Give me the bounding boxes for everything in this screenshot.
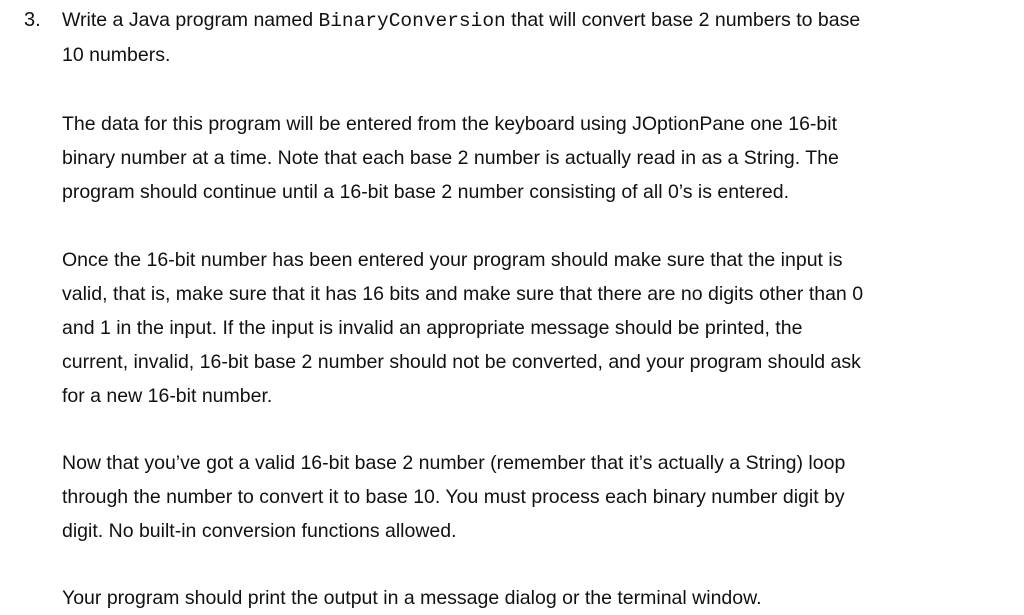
paragraph-line: The data for this program will be entered from the keyboard using JOptionPane one 16-bit xyxy=(62,113,838,135)
paragraph-line: Your program should print the output in a message dialog or the terminal window. xyxy=(62,587,762,609)
question-number: 3. xyxy=(24,9,41,31)
paragraph-line: digit. No built-in conversion functions allowed. xyxy=(62,520,457,542)
output-paragraph xyxy=(62,581,762,615)
intro-text-before: Write a Java program named xyxy=(62,9,319,31)
input-paragraph xyxy=(62,107,839,209)
paragraph-line: for a new 16-bit number. xyxy=(62,385,273,407)
paragraph-line: valid, that is, make sure that it has 16 bits and make sure that there are no digits other than 0 xyxy=(62,283,864,305)
class-name-code: BinaryConversion xyxy=(318,10,506,32)
paragraph-line: current, invalid, 16-bit base 2 number should not be converted, and your program should ask xyxy=(62,351,861,373)
paragraph-line: binary number at a time. Note that each base 2 number is actually read in as a String. The xyxy=(62,147,839,169)
paragraph-line: Once the 16-bit number has been entered your program should make sure that the input is xyxy=(62,249,843,271)
validation-paragraph xyxy=(62,243,863,413)
paragraph-line: and 1 in the input. If the input is invalid an appropriate message should be printed, the xyxy=(62,317,803,339)
paragraph-line: through the number to convert it to base 10. You must process each binary number digit by xyxy=(62,486,845,508)
intro-line-2: 10 numbers. xyxy=(62,44,171,66)
paragraph-line: program should continue until a 16-bit base 2 number consisting of all 0’s is entered. xyxy=(62,181,789,203)
paragraph-line: Now that you’ve got a valid 16-bit base 2 number (remember that it’s actually a String) loop xyxy=(62,452,846,474)
conversion-paragraph xyxy=(62,446,845,548)
intro-line-1 xyxy=(62,3,860,38)
intro-paragraph xyxy=(62,3,860,72)
intro-text-after: that will convert base 2 numbers to base xyxy=(505,9,861,31)
